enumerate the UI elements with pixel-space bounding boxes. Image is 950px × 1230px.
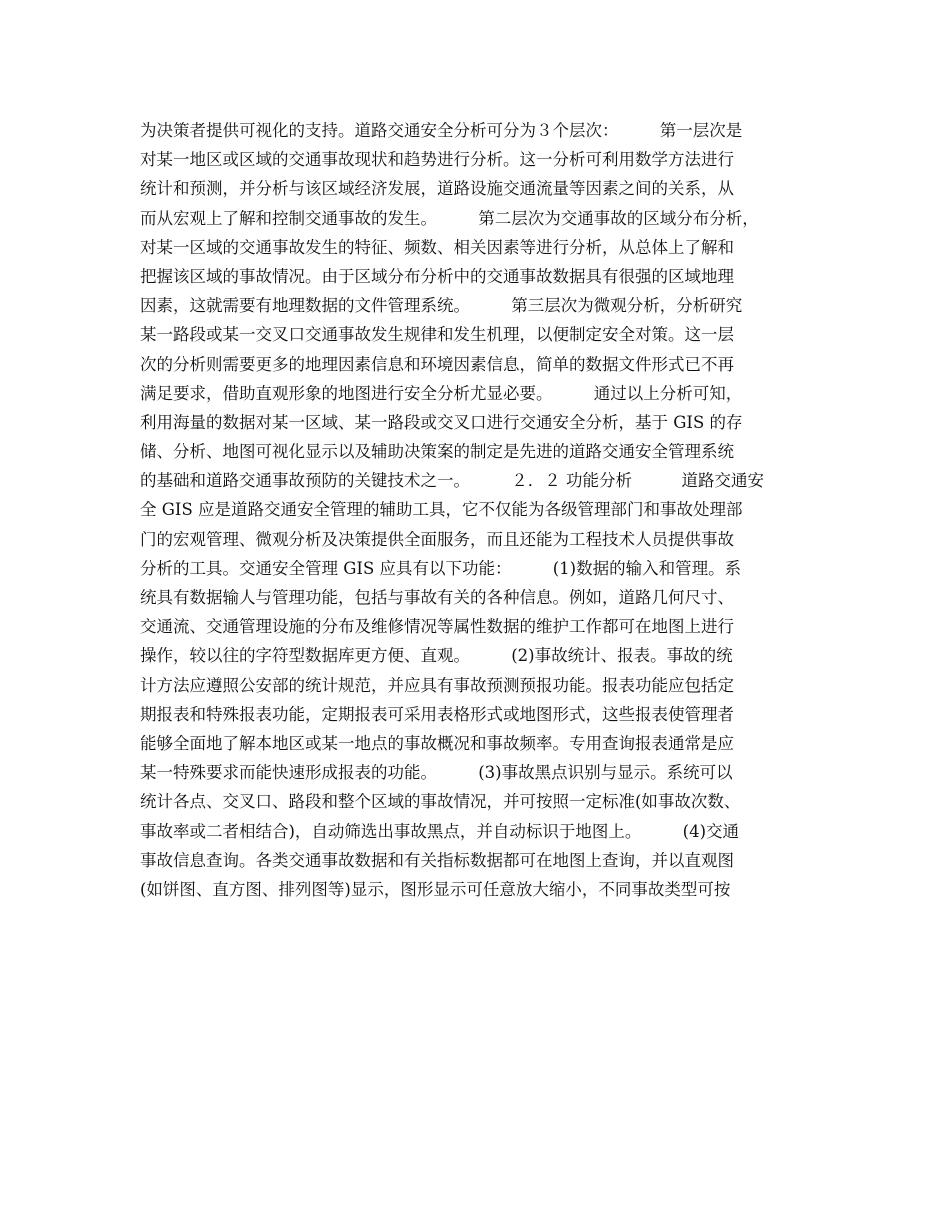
text-line: 因素，这就需要有地理数据的文件管理系统。 第三层次为微观分析，分析研究 bbox=[140, 296, 743, 316]
text-line: 门的宏观管理、微观分析及决策提供全面服务，而且还能为工程技术人员提供事故 bbox=[140, 529, 734, 549]
text-line: 某一特殊要求而能快速形成报表的功能。 (3)事故黑点识别与显示。系统可以 bbox=[140, 763, 733, 783]
text-line: 统计各点、交叉口、路段和整个区域的事故情况，并可按照一定标准(如事故次数、 bbox=[140, 792, 741, 812]
text-line: 把握该区域的事故情况。由于区域分布分析中的交通事故数据具有很强的区域地理 bbox=[140, 266, 734, 286]
text-line: 的基础和道路交通事故预防的关键技术之一。 ２．２ 功能分析 道路交通安 bbox=[140, 471, 764, 491]
text-line: 交通流、交通管理设施的分布及维修情况等属性数据的维护工作都可在地图上进行 bbox=[140, 617, 734, 637]
text-line: 对某一区域的交通事故发生的特征、频数、相关因素等进行分析，从总体上了解和 bbox=[140, 237, 734, 257]
text-line: 事故率或二者相结合)，自动筛选出事故黑点，并自动标识于地图上。 (4)交通 bbox=[140, 821, 740, 841]
body-text bbox=[140, 116, 830, 904]
text-line: 分析的工具。交通安全管理 GIS 应具有以下功能： (1)数据的输入和管理。系 bbox=[140, 558, 742, 578]
text-line: 某一路段或某一交叉口交通事故发生规律和发生机理，以便制定安全对策。这一层 bbox=[140, 325, 734, 345]
text-line: 为决策者提供可视化的支持。道路交通安全分析可分为３个层次： 第一层次是 bbox=[140, 121, 743, 140]
text-line: (如饼图、直方图、排列图等)显示，图形显示可任意放大缩小，不同事故类型可按 bbox=[140, 879, 731, 899]
text-line: 满足要求，借助直观形象的地图进行安全分析尤显必要。 通过以上分析可知， bbox=[140, 383, 743, 403]
text-line: 统计和预测，并分析与该区域经济发展，道路设施交通流量等因素之间的关系，从 bbox=[140, 179, 734, 199]
text-line: 而从宏观上了解和控制交通事故的发生。 第二层次为交通事故的区域分布分析， bbox=[140, 208, 759, 228]
text-line: 对某一地区或区域的交通事故现状和趋势进行分析。这一分析可利用数学方法进行 bbox=[140, 150, 734, 170]
text-line: 能够全面地了解本地区或某一地点的事故概况和事故频率。专用查询报表通常是应 bbox=[140, 733, 734, 753]
text-line: 利用海量的数据对某一区域、某一路段或交叉口进行交通安全分析，基于 GIS 的存 bbox=[140, 412, 743, 432]
text-line: 事故信息查询。各类交通事故数据和有关指标数据都可在地图上查询，并以直观图 bbox=[140, 850, 734, 870]
text-line: 统具有数据输人与管理功能，包括与事故有关的各种信息。例如，道路几何尺寸、 bbox=[140, 588, 734, 607]
text-line: 操作，较以往的字符型数据库更方便、直观。 (2)事故统计、报表。事故的统 bbox=[140, 646, 733, 666]
text-line: 计方法应遵照公安部的统计规范，并应具有事故预测预报功能。报表功能应包括定 bbox=[140, 675, 734, 695]
text-line: 期报表和特殊报表功能，定期报表可采用表格形式或地图形式，这些报表使管理者 bbox=[140, 704, 734, 724]
text-line: 全 GIS 应是道路交通安全管理的辅助工具，它不仅能为各级管理部门和事故处理部 bbox=[140, 500, 743, 520]
text-line: 储、分析、地图可视化显示以及辅助决策案的制定是先进的道路交通安全管理系统 bbox=[140, 442, 734, 462]
text-line: 次的分析则需要更多的地理因素信息和环境因素信息，简单的数据文件形式已不再 bbox=[140, 354, 734, 374]
